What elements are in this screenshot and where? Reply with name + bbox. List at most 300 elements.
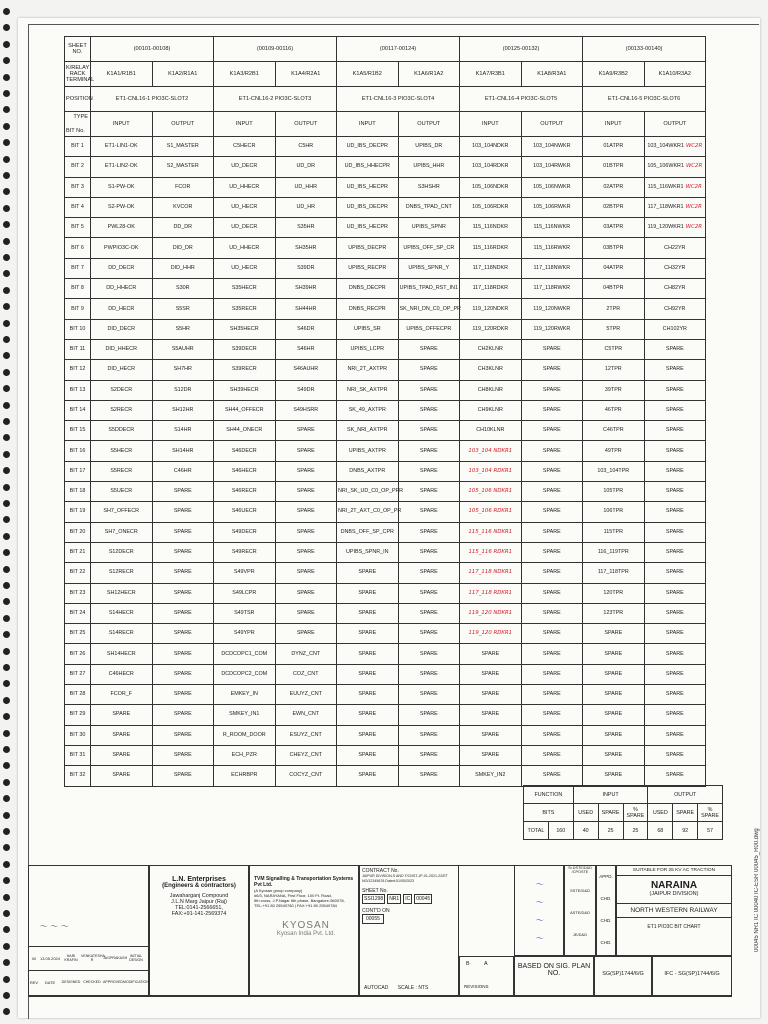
bit-number: BIT 11	[65, 339, 91, 359]
bit-cell	[91, 461, 153, 481]
bit-cell	[521, 137, 583, 157]
type-label: TYPE	[73, 114, 88, 120]
rev-cell: 00	[31, 955, 37, 961]
bit-cell	[214, 664, 276, 684]
bit-value: SPARE	[112, 731, 131, 738]
bit-value: NRI_2T_AXT_C0_OP_PR	[338, 508, 402, 515]
bit-value: DID_DECR	[107, 325, 136, 332]
bit-row	[65, 400, 706, 420]
bit-cell	[91, 299, 153, 319]
based-on-label: BASED ON SIG. PLAN NO.	[517, 963, 591, 977]
bit-value: SPARE	[419, 366, 438, 373]
bit-value: UPIBS_SR	[353, 325, 381, 332]
division-label: (JAIPUR DIVISION)	[649, 891, 699, 897]
bit-cell	[460, 482, 522, 502]
sheet-code: SSI1298	[364, 896, 384, 902]
bit-value: S1-PW-OK	[107, 183, 135, 190]
bit-cell	[644, 482, 706, 502]
binding-hole	[3, 697, 10, 704]
bit-value: EUUYZ_CNT	[289, 691, 322, 698]
bit-value: UD_HHECR	[229, 183, 260, 190]
bit-cell	[644, 522, 706, 542]
bit-cell	[583, 685, 645, 705]
bit-value: SPARE	[173, 731, 192, 738]
bit-value: PWPIO3C-OK	[104, 244, 139, 251]
bit-value: UD_HHR	[294, 183, 317, 190]
cont-label: CONT'D ON	[362, 908, 390, 914]
bit-cell	[521, 319, 583, 339]
bit-cell	[398, 522, 460, 542]
bit-cell	[91, 603, 153, 623]
bit-value: SPARE	[419, 609, 438, 616]
company-addr: Jawaharganj Compound	[169, 893, 229, 899]
bit-value: SH35HECR	[229, 325, 259, 332]
bit-value: UPIBS_SPNR_Y	[408, 264, 450, 271]
bit-value: UPIBS_RECPR	[348, 264, 387, 271]
bit-cell	[460, 360, 522, 380]
bit-row	[65, 461, 706, 481]
bit-value: 123TPR	[603, 609, 624, 616]
bit-value: UD_HHECR	[229, 244, 260, 251]
bit-value: SPARE	[604, 630, 623, 637]
binding-hole	[3, 418, 10, 425]
bit-value: UD_DECR	[231, 163, 258, 170]
bit-value: SPARE	[419, 569, 438, 576]
binding-hole	[3, 221, 10, 228]
tvm-addr: 5th cross, J.P.Nagar 6th phase, Bangalore-560078,	[254, 898, 345, 903]
bit-row	[65, 137, 706, 157]
bit-cell	[398, 299, 460, 319]
bit-cell	[644, 725, 706, 745]
bit-value: UPIBS_SPNR_IN	[346, 549, 389, 556]
bit-value: 119_120RWKR	[533, 325, 571, 332]
bit-value: SPARE	[112, 711, 131, 718]
bit-cell	[337, 461, 399, 481]
bit-value: SPARE	[542, 467, 561, 474]
bit-cell	[337, 766, 399, 786]
tvm-addr: TEL:+91 80 25540780 | FAX:+91 80 25540784	[254, 903, 337, 908]
bit-value: KVCOR	[173, 204, 193, 211]
bit-value: SPARE	[665, 528, 684, 535]
bit-value: SPARE	[542, 346, 561, 353]
bit-cell	[644, 258, 706, 278]
bit-value: 119_120NWKR	[533, 305, 571, 312]
red-annotation: WC2R	[685, 163, 703, 170]
bit-value: SPARE	[665, 488, 684, 495]
bit-value: SPARE	[358, 752, 377, 759]
bit-cell	[644, 502, 706, 522]
bit-cell	[91, 400, 153, 420]
bit-value: C5TPR	[604, 346, 623, 353]
bit-cell	[644, 299, 706, 319]
bit-value: 03BTPR	[603, 244, 624, 251]
bit-value: SPARE	[665, 731, 684, 738]
bit-value: SPARE	[604, 711, 623, 718]
bit-value: 04BTPR	[603, 285, 624, 292]
binding-hole	[3, 648, 10, 655]
bit-cell	[152, 745, 214, 765]
bit-value: SH7HR	[173, 366, 192, 373]
bit-cell	[460, 157, 522, 177]
bit-cell	[214, 157, 276, 177]
bit-value: S49DR	[297, 386, 315, 393]
bit-value: S39DR	[297, 264, 315, 271]
bit-value: CH9KLNR	[477, 407, 503, 413]
bit-value: SPARE	[604, 772, 623, 779]
bit-value: SPARE	[419, 346, 438, 353]
bit-row	[65, 603, 706, 623]
bit-value: 03ATPR	[603, 224, 624, 231]
bit-cell	[337, 542, 399, 562]
bit-number: BIT 31	[65, 745, 91, 765]
bit-cell	[214, 258, 276, 278]
bit-cell	[337, 157, 399, 177]
binding-hole	[3, 8, 10, 15]
revision-header	[29, 970, 149, 993]
bit-row	[65, 685, 706, 705]
bit-cell	[644, 583, 706, 603]
kyosan-sub: Kyosan India Pvt. Ltd.	[276, 931, 336, 937]
bit-row	[65, 218, 706, 238]
bit-cell	[214, 218, 276, 238]
bit-value: SPARE	[419, 447, 438, 454]
bit-number: BIT 24	[65, 603, 91, 623]
tvm-sub: (A Kyosan group company)	[254, 888, 303, 893]
red-annotation: WC2R	[685, 224, 703, 231]
bit-cell	[398, 360, 460, 380]
bit-cell	[583, 339, 645, 359]
bit-row	[65, 279, 706, 299]
bit-value: SPARE	[542, 549, 561, 556]
bit-value: SPARE	[173, 670, 192, 677]
bit-value: UPIBS_DECPR	[348, 244, 387, 251]
bit-cell	[91, 644, 153, 664]
bit-cell	[152, 279, 214, 299]
bit-number: BIT 28	[65, 685, 91, 705]
bit-cell	[214, 238, 276, 258]
binding-hole	[3, 139, 10, 146]
bit-value: SPARE	[542, 569, 561, 576]
bit-value: CH3KLNR	[477, 366, 503, 373]
bit-cell	[644, 218, 706, 238]
binding-hole	[3, 943, 10, 950]
bit-cell	[460, 238, 522, 258]
kyosan-logo: KYOSAN	[282, 920, 330, 931]
bit-value: UD_HECR	[231, 204, 258, 211]
bit-value: SPARE	[542, 427, 561, 434]
bit-value: SPARE	[419, 731, 438, 738]
bit-cell	[275, 542, 337, 562]
bit-cell	[275, 421, 337, 441]
bit-value: S5SR	[175, 305, 190, 312]
bit-cell	[460, 502, 522, 522]
bit-cell	[337, 421, 399, 441]
bit-cell	[460, 563, 522, 583]
bit-cell	[152, 197, 214, 217]
bit-cell	[583, 461, 645, 481]
type-row	[65, 112, 706, 137]
bit-cell	[521, 197, 583, 217]
bit-number: BIT 13	[65, 380, 91, 400]
bit-cell	[337, 644, 399, 664]
binding-hole	[3, 352, 10, 359]
bit-value: S49DECR	[231, 528, 257, 535]
bit-cell	[214, 502, 276, 522]
bit-number: BIT 10	[65, 319, 91, 339]
pct-spare-label: % SPARE	[698, 804, 723, 822]
bit-value: SPARE	[542, 670, 561, 677]
revision-row	[29, 946, 149, 969]
bit-cell	[583, 502, 645, 522]
bit-value: S12DECR	[108, 549, 134, 556]
total-bits: 160	[548, 822, 573, 840]
bit-cell	[644, 157, 706, 177]
bit-cell	[91, 137, 153, 157]
bit-row	[65, 157, 706, 177]
bit-number: BIT 15	[65, 421, 91, 441]
bit-value: 105_106NDKR	[472, 183, 509, 190]
bit-cell	[214, 583, 276, 603]
sheet-codes	[362, 894, 456, 904]
binding-hole	[3, 533, 10, 540]
bit-cell	[521, 360, 583, 380]
input-pct: 25	[623, 822, 648, 840]
role: SSTE/D&D	[569, 888, 590, 893]
bit-cell	[91, 319, 153, 339]
binding-hole	[3, 762, 10, 769]
signatures: 〜 〜 〜	[39, 922, 69, 931]
bit-number: BIT 19	[65, 502, 91, 522]
bit-cell	[152, 502, 214, 522]
bit-row	[65, 421, 706, 441]
bit-cell	[398, 745, 460, 765]
bit-value: SPARE	[542, 711, 561, 718]
bit-cell	[398, 644, 460, 664]
chd-label: CHD.	[600, 918, 612, 923]
bit-cell	[644, 339, 706, 359]
bit-cell	[152, 644, 214, 664]
bit-cell	[521, 258, 583, 278]
bit-cell	[521, 421, 583, 441]
bit-cell	[214, 380, 276, 400]
rev-cell: 13.05.2024	[39, 955, 61, 961]
bit-cell	[275, 644, 337, 664]
bit-value: SH7_OFFECR	[103, 508, 140, 515]
bit-value: SPARE	[419, 772, 438, 779]
bit-value: S5DDECR	[108, 427, 135, 434]
bit-cell	[398, 339, 460, 359]
bit-value: C5HECR	[233, 143, 256, 150]
bit-cell	[91, 177, 153, 197]
tvm-name: TVM Signalling & Transportation Systems Pvt Ltd.	[254, 876, 354, 888]
sheet-code: 00045	[416, 896, 431, 902]
binding-hole	[3, 451, 10, 458]
bit-cell	[214, 137, 276, 157]
binding-hole	[3, 959, 10, 966]
bit-value: DID_DR	[172, 244, 193, 251]
bit-cell	[460, 380, 522, 400]
bit-cell	[214, 725, 276, 745]
binding-hole	[3, 484, 10, 491]
bit-value: SPARE	[296, 508, 315, 515]
bit-value: SPARE	[358, 630, 377, 637]
bit-value: UPIBS_SPNR	[411, 224, 446, 231]
bit-cell	[398, 583, 460, 603]
bit-value: S2DECR	[110, 386, 133, 393]
bit-cell	[460, 522, 522, 542]
bit-cell	[460, 461, 522, 481]
bit-cell	[275, 279, 337, 299]
bit-cell	[583, 725, 645, 745]
bit-row	[65, 177, 706, 197]
bit-cell	[398, 766, 460, 786]
bit-number: BIT 14	[65, 400, 91, 420]
bit-row	[65, 745, 706, 765]
chd-label: CHD.	[600, 896, 612, 901]
binding-hole	[3, 516, 10, 523]
bit-value: 117_118RDKR	[472, 285, 509, 292]
bit-value: 105_106WKR1	[647, 163, 684, 170]
bit-cell	[214, 360, 276, 380]
bit-value: SPARE	[542, 589, 561, 596]
bit-value: SH39HR	[295, 285, 317, 292]
type-cell: INPUT	[214, 112, 276, 137]
bit-cell	[275, 583, 337, 603]
bit-cell	[521, 664, 583, 684]
bit-cell	[214, 482, 276, 502]
binding-hole	[3, 926, 10, 933]
bit-cell	[275, 299, 337, 319]
bit-value: DD_HHECR	[106, 285, 137, 292]
bit-value: 103_104WKR1	[647, 143, 684, 150]
k-relay-label: K/RELAY RACK TERMINAL	[65, 62, 91, 87]
bit-value: SPARE	[296, 447, 315, 454]
bit-cell	[337, 603, 399, 623]
bit-cell	[91, 238, 153, 258]
bit-cell	[583, 238, 645, 258]
bit-cell	[91, 725, 153, 745]
bit-value: SPARE	[419, 427, 438, 434]
bit-value: SMKEY_IN1	[229, 711, 260, 718]
bit-value: SPARE	[481, 731, 500, 738]
bit-value: SPARE	[296, 589, 315, 596]
bit-row	[65, 360, 706, 380]
bit-cell	[460, 258, 522, 278]
bit-number: BIT 29	[65, 705, 91, 725]
bit-cell	[644, 441, 706, 461]
bit-value: SPARE	[665, 711, 684, 718]
input-label: INPUT	[573, 786, 648, 804]
bit-value: SPARE	[419, 589, 438, 596]
binding-hole	[3, 615, 10, 622]
binding-hole	[3, 664, 10, 671]
bit-value: SPARE	[481, 650, 500, 657]
scale-label: SCALE : NTS	[397, 985, 429, 991]
bit-value: 105_106NWKR	[533, 183, 571, 190]
bit-value: DYNZ_CNT	[291, 650, 321, 657]
bit-number: BIT 27	[65, 664, 91, 684]
bit-cell	[275, 197, 337, 217]
binding-hole	[3, 779, 10, 786]
chd-label: CHD.	[600, 940, 612, 945]
bit-cell	[91, 360, 153, 380]
bit-number: BIT 9	[65, 299, 91, 319]
bit-number: BIT 21	[65, 542, 91, 562]
bit-cell	[644, 603, 706, 623]
bit-value: SPARE	[604, 731, 623, 738]
bit-value: 119_120 RDKR1	[468, 630, 513, 637]
bit-chart-table	[64, 36, 706, 787]
bit-cell	[91, 218, 153, 238]
bit-cell	[275, 745, 337, 765]
bit-cell	[460, 197, 522, 217]
bit-cell	[214, 766, 276, 786]
bit-value: SPARE	[173, 569, 192, 576]
bit-value: S49LCPR	[232, 589, 257, 596]
binding-hole	[3, 467, 10, 474]
bit-value: S49TSR	[234, 609, 255, 616]
bit-cell	[214, 624, 276, 644]
relay-cell: K1A9/R3B2	[583, 62, 645, 87]
bit-value: S46HR	[297, 346, 315, 353]
position-cell: ET1-CNL16-2 PIO3C-SLOT3	[214, 87, 337, 112]
bit-cell	[398, 421, 460, 441]
bit-cell	[152, 685, 214, 705]
bit-cell	[583, 482, 645, 502]
bit-value: SPARE	[173, 528, 192, 535]
bit-value: ET1-LIN2-OK	[104, 163, 138, 170]
bit-cell	[644, 238, 706, 258]
revisions-label: REVISIONS	[464, 984, 489, 989]
bit-number: BIT 18	[65, 482, 91, 502]
bit-cell	[583, 177, 645, 197]
bit-value: SPARE	[665, 752, 684, 759]
bit-value: SPARE	[481, 711, 500, 718]
bit-value: COZ_CNT	[293, 670, 319, 677]
bit-cell	[152, 421, 214, 441]
bit-value: SPARE	[173, 508, 192, 515]
binding-hole	[3, 320, 10, 327]
bit-cell	[275, 522, 337, 542]
rev-letter: B	[466, 961, 470, 967]
bit-cell	[583, 583, 645, 603]
bit-row	[65, 502, 706, 522]
position-cell: ET1-CNL16-1 PIO3C-SLOT2	[91, 87, 214, 112]
railway-label: NORTH WESTERN RAILWAY	[617, 903, 731, 918]
bit-cell	[91, 522, 153, 542]
bit-cell	[398, 461, 460, 481]
bit-value: S5UECR	[110, 488, 133, 495]
bit-cell	[275, 157, 337, 177]
relay-cell: K1A2/R1A1	[152, 62, 214, 87]
bit-value: 103_104RDKR	[472, 163, 509, 170]
bit-cell	[460, 299, 522, 319]
bit-value: S46DECR	[231, 447, 257, 454]
bit-row	[65, 482, 706, 502]
bit-value: UD_IBS_HECPR	[346, 183, 388, 190]
bit-value: 115_116NWKR	[533, 224, 571, 231]
bit-cell	[91, 563, 153, 583]
bit-value: SPARE	[358, 731, 377, 738]
bit-row	[65, 542, 706, 562]
bit-cell	[152, 542, 214, 562]
bit-cell	[521, 238, 583, 258]
bit-cell	[152, 563, 214, 583]
bit-number: BIT 12	[65, 360, 91, 380]
relay-cell: K1A1/R1B1	[91, 62, 153, 87]
contract-label: CONTRACT No.	[362, 868, 399, 874]
bit-value: SPARE	[296, 427, 315, 434]
